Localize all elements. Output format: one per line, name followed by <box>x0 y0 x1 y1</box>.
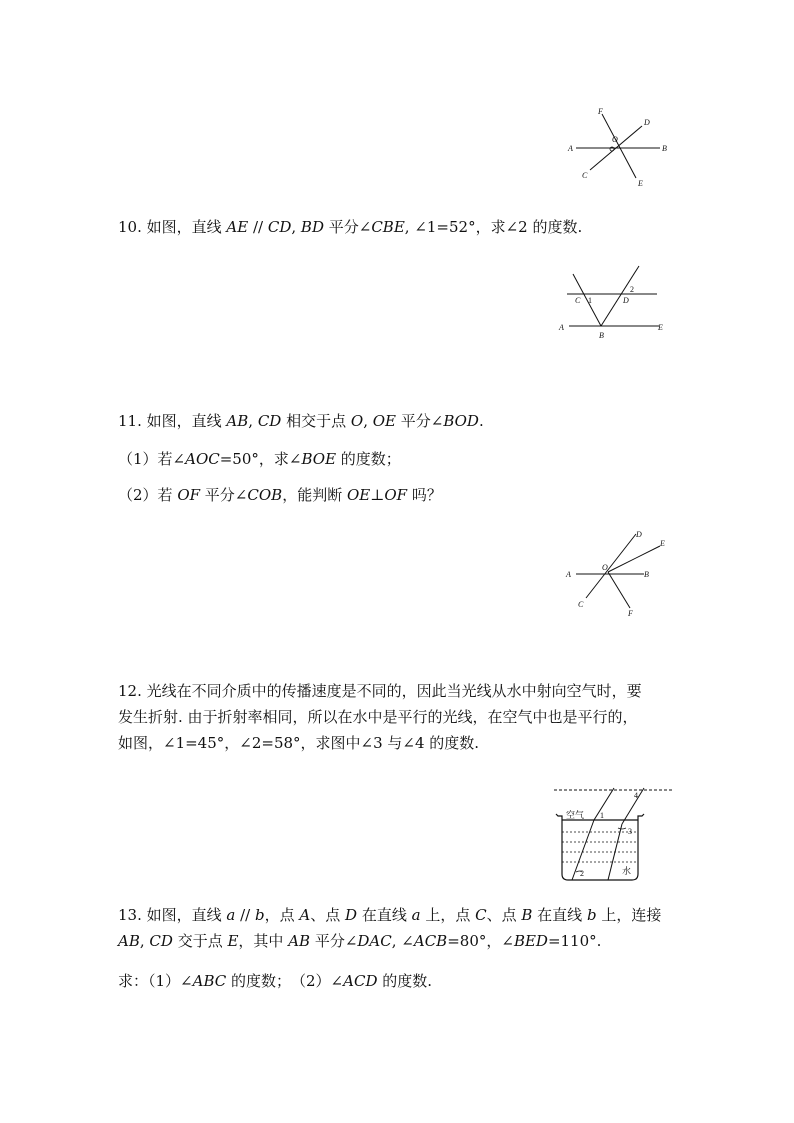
fig2-label-a: A <box>559 323 564 332</box>
q13-line-2: AB, CD 交于点 E，其中 AB 平分∠DAC, ∠ACB=80°，∠BED=110°. <box>118 932 602 950</box>
fig2-label-1: 1 <box>588 296 592 305</box>
q13-line-3: 求：（1）∠ABC 的度数； （2）∠ACD 的度数. <box>118 972 433 990</box>
fig1-label-f: F <box>598 107 603 116</box>
fig4-label-1: 1 <box>600 811 604 820</box>
fig3-label-c: C <box>578 600 584 609</box>
fig2-label-2: 2 <box>630 285 634 294</box>
q13-line-1: 13. 如图，直线 a // b，点 A、点 D 在直线 a 上，点 C、点 B 在直线 b 上，连接 <box>118 906 662 924</box>
q11-part-2: （2）若 OF 平分∠COB，能判断 OE⊥OF 吗？ <box>118 486 442 504</box>
q11-line-1: 11. 如图，直线 AB, CD 相交于点 O, OE 平分∠BOD. <box>118 412 484 430</box>
fig3-label-o: O <box>602 563 608 572</box>
fig1-label-b: B <box>662 144 667 153</box>
fig3-label-b: B <box>644 570 649 579</box>
fig1-label-d: D <box>644 118 650 127</box>
figure-refraction-beaker <box>552 784 676 884</box>
fig1-label-e: E <box>638 179 643 188</box>
fig1-label-a: A <box>568 144 573 153</box>
fig1-label-o: O <box>612 135 618 144</box>
q11-part-1: （1）若∠AOC=50°，求∠BOE 的度数； <box>118 450 401 468</box>
fig2-label-d: D <box>623 296 629 305</box>
q12-line-3: 如图，∠1=45°，∠2=58°，求图中∠3 与∠4 的度数. <box>118 734 480 752</box>
fig1-label-c: C <box>582 171 588 180</box>
fig3-label-a: A <box>566 570 571 579</box>
q12-line-1: 12. 光线在不同介质中的传播速度是不同的，因此当光线从水中射向空气时，要 <box>118 682 642 700</box>
figure-angles-1 <box>560 104 680 194</box>
fig3-label-d: D <box>636 530 642 539</box>
figure-parallel-lines <box>555 266 675 342</box>
fig4-label-water: 水 <box>622 867 632 877</box>
fig4-label-air: 空气 <box>566 811 585 821</box>
fig4-label-3: 3 <box>628 827 632 836</box>
q10-text: 10. 如图，直线 AE // CD, BD 平分∠CBE, ∠1=52°，求∠2 的度数. <box>118 218 583 236</box>
fig2-label-c: C <box>575 296 581 305</box>
fig2-label-b: B <box>599 331 604 340</box>
fig3-label-f: F <box>628 609 633 618</box>
fig4-label-2: 2 <box>580 869 584 878</box>
fig4-label-4: 4 <box>634 791 638 800</box>
fig3-label-e: E <box>660 539 665 548</box>
q12-line-2: 发生折射. 由于折射率相同，所以在水中是平行的光线，在空气中也是平行的， <box>118 708 638 726</box>
fig2-label-e: E <box>658 323 663 332</box>
figure-angles-2 <box>560 528 680 620</box>
